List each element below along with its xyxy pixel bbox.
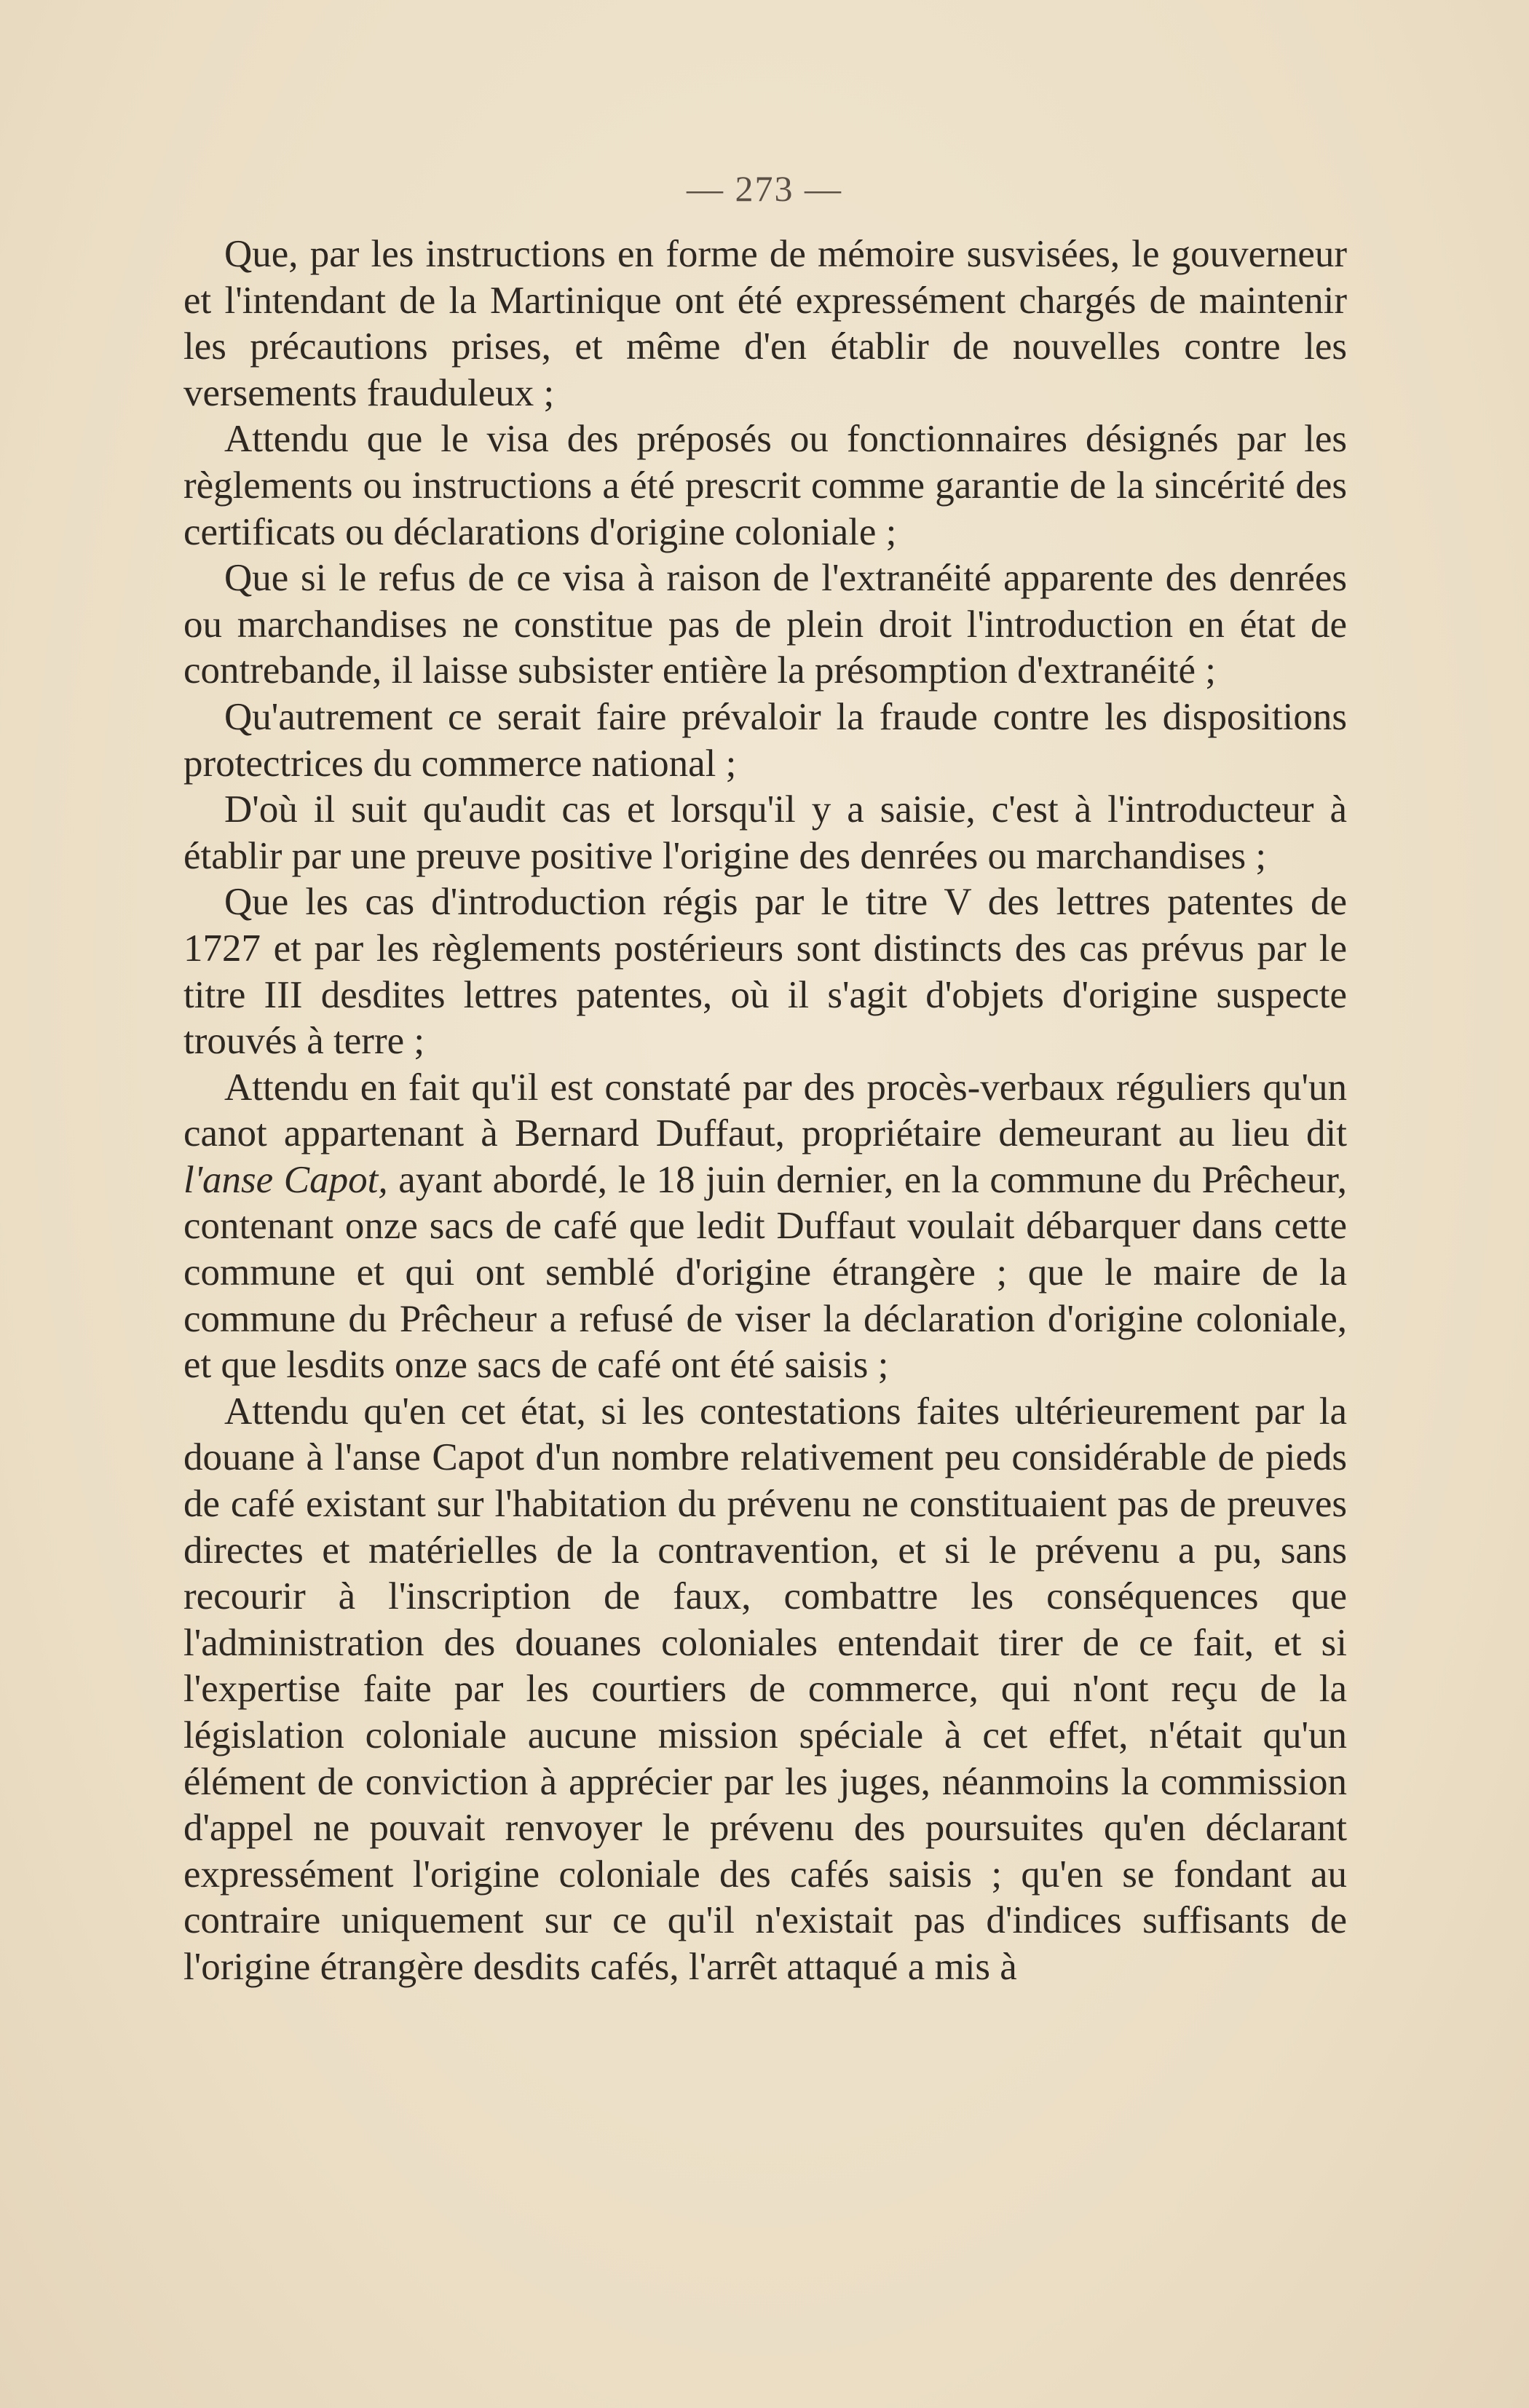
- paragraph: Que si le refus de ce visa à raison de l'extranéité apparente des denrées ou marchandises ne constitue pas de plein droit l'introduction en état de contrebande, il laisse subsister entière la présomption d'extranéité ;: [183, 557, 1347, 692]
- paragraph: D'où il suit qu'audit cas et lorsqu'il y a saisie, c'est à l'introducteur à établir par une preuve positive l'origine des denrées ou marchandises ;: [183, 788, 1347, 877]
- paragraph: [183, 1065, 1347, 1389]
- paragraph: Qu'autrement ce serait faire prévaloir la fraude contre les dispositions protectrices du commerce national ;: [183, 695, 1347, 785]
- body-text: [183, 231, 1347, 1991]
- paragraph: Attendu que le visa des préposés ou fonctionnaires désignés par les règlements ou instructions a été prescrit comme garantie de la sincérité des certificats ou déclarations d'origine coloniale ;: [183, 418, 1347, 553]
- page-number: — 273 —: [687, 168, 842, 209]
- paragraph-text: Attendu en fait qu'il est constaté par des procès-verbaux réguliers qu'un canot appartenant à Bernard Duffaut, propriétaire demeurant au lieu dit: [183, 1066, 1347, 1155]
- paragraph: Attendu qu'en cet état, si les contestations faites ultérieurement par la douane à l'anse Capot d'un nombre relativement peu considérable de pieds de café existant sur l'habitation du prévenu ne constituaient pas de preuves directes et matérielles de la contravention, et si le prévenu a pu, sans recourir à l'inscription de faux, combattre les conséquences que l'administration des douanes coloniales entendait tirer de ce fait, et si l'expertise faite par les courtiers de commerce, qui n'ont reçu de la législation coloniale aucune mission spéciale à cet effet, n'était qu'un élément de conviction à apprécier par les juges, néanmoins la commission d'appel ne pouvait renvoyer le prévenu des poursuites qu'en déclarant expressément l'origine coloniale des cafés saisis ; qu'en se fondant au contraire uniquement sur ce qu'il n'existait pas d'indices suffisants de l'origine étrangère desdits cafés, l'arrêt attaqué a mis à: [183, 1390, 1347, 1988]
- place-name-italic: l'anse Capot,: [183, 1158, 388, 1201]
- paragraph: Que, par les instructions en forme de mémoire susvisées, le gouverneur et l'intendant de la Martinique ont été expressément chargés de maintenir les précautions prises, et même d'en établir de nouvelles contre les versements frauduleux ;: [183, 233, 1347, 414]
- paragraph-text: ayant abordé, le 18 juin dernier, en la commune du Prêcheur, contenant onze sacs de café que ledit Duffaut voulait débarquer dans cette commune et qui ont semblé d'origine étrangère ; que le maire de la commune du Prêcheur a refusé de viser la déclaration d'origine coloniale, et que lesdits onze sacs de café ont été saisis ;: [183, 1158, 1347, 1387]
- paragraph: Que les cas d'introduction régis par le titre V des lettres patentes de 1727 et par les règlements postérieurs sont distincts des cas prévus par le titre III desdites lettres patentes, où il s'agit d'objets d'origine suspecte trouvés à terre ;: [183, 881, 1347, 1063]
